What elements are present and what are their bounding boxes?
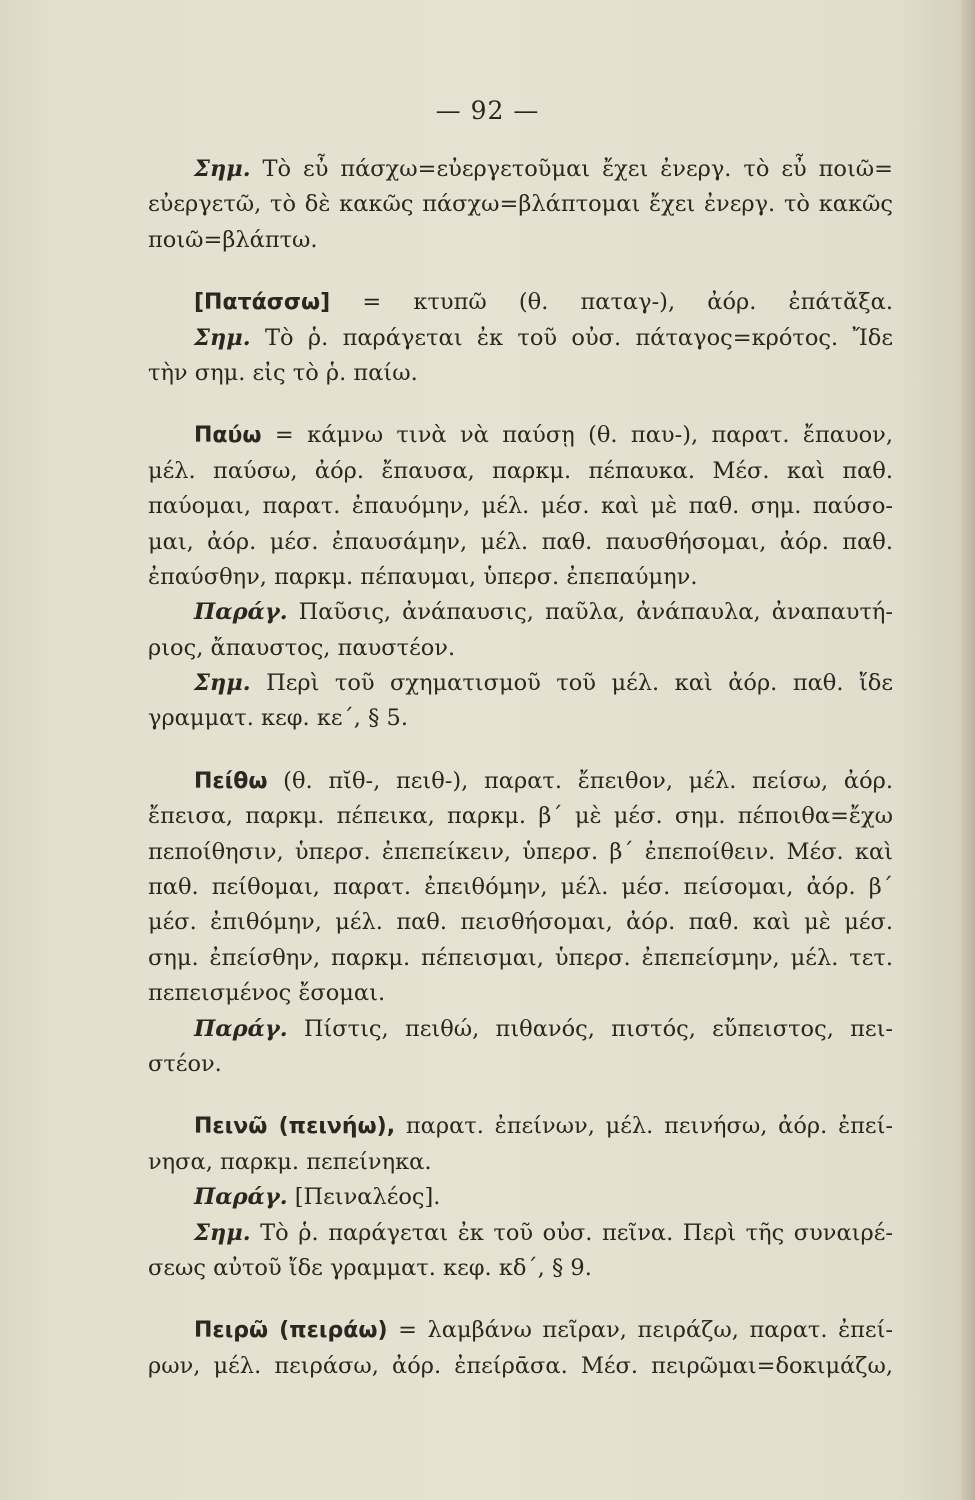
text-line: ἐπαύσθην, παρκμ. πέπαυμαι, ὑπερσ. ἐπεπαύμην. [148, 563, 698, 590]
text-line: τὴν σημ. εἰς τὸ ῥ. παίω. [148, 359, 418, 386]
text-line: ἔπεισα, παρκμ. πέπεικα, παρκμ. β΄ μὲ μέσ. σημ. πέποιθα=ἔχω [148, 803, 893, 830]
note-label: Σημ. [194, 1219, 251, 1246]
headword: Παύω [194, 423, 262, 449]
text-line: πεποίθησιν, ὑπερσ. ἐπεπείκειν, ὑπερσ. β΄ ἐπεποίθειν. Μέσ. καὶ [148, 838, 893, 865]
text-line: ριος, ἄπαυστος, παυστέον. [148, 634, 456, 661]
text-line: [Πατάσσω] = κτυπῶ (θ. παταγ-), ἀόρ. ἐπάτᾰξα. [194, 289, 893, 316]
derivatives-label: Παράγ. [194, 599, 288, 626]
entry-peiro [148, 1313, 893, 1384]
text-line: παύομαι, παρατ. ἐπαυόμην, μέλ. μέσ. καὶ μὲ παθ. σημ. παύσο- [148, 493, 893, 520]
derivatives-label: Παράγ. [194, 1015, 288, 1042]
text-line: ποιῶ=βλάπτω. [148, 226, 318, 253]
note-label: Σημ. [194, 670, 251, 697]
entry-peino [148, 1109, 893, 1286]
text-line: ρων, μέλ. πειράσω, ἀόρ. ἐπείρᾱσα. Μέσ. πειρῶμαι=δοκιμάζω, [148, 1352, 893, 1379]
text-line: στέον. [148, 1050, 222, 1077]
page-edge [961, 0, 975, 1500]
text-line: νησα, παρκμ. πεπείνηκα. [148, 1148, 432, 1175]
entry-patasso [148, 285, 893, 391]
text-line: Σημ. Τὸ ῥ. παράγεται ἐκ τοῦ οὐσ. πεῖνα. Περὶ τῆς συναιρέ- [194, 1219, 893, 1246]
text-line: σεως αὐτοῦ ἴδε γραμματ. κεφ. κδ΄, § 9. [148, 1254, 592, 1281]
entry-pauo [148, 418, 893, 737]
entry-note-eu-pascho [148, 152, 893, 258]
entry-peitho [148, 764, 893, 1083]
page-text [148, 152, 893, 1384]
text-line: Σημ. Τὸ εὖ πάσχω=εὐεργετοῦμαι ἔχει ἐνεργ. τὸ εὖ ποιῶ= [194, 156, 893, 182]
headword: Πεινῶ (πεινήω), [194, 1114, 396, 1140]
text-line: Πειρῶ (πειράω) = λαμβάνω πεῖραν, πειράζω, παρατ. ἐπεί- [194, 1317, 894, 1344]
headword: [Πατάσσω] [194, 290, 331, 316]
derivatives-label: Παράγ. [194, 1184, 288, 1211]
text-line: Πεινῶ (πεινήω), παρατ. ἐπείνων, μέλ. πεινήσω, ἀόρ. ἐπεί- [194, 1113, 894, 1140]
text-line: μαι, ἀόρ. μέσ. ἐπαυσάμην, μέλ. παθ. παυσθήσομαι, ἀόρ. παθ. [148, 528, 893, 555]
note-label: Σημ. [194, 324, 251, 351]
headword: Πείθω [194, 768, 268, 794]
text-line: Σημ. Τὸ ῥ. παράγεται ἐκ τοῦ οὐσ. πάταγος=κρότος. Ἴδε [194, 324, 893, 351]
text-line: εὐεργετῶ, τὸ δὲ κακῶς πάσχω=βλάπτομαι ἔχει ἐνεργ. τὸ κακῶς [148, 191, 893, 218]
text-line: Παράγ. Πίστις, πειθώ, πιθανός, πιστός, εὔπειστος, πει- [194, 1015, 894, 1042]
headword: Πειρῶ (πειράω) [194, 1318, 388, 1344]
text-line: πεπεισμένος ἔσομαι. [148, 980, 386, 1007]
text-line: Παύω = κάμνω τινὰ νὰ παύσῃ (θ. παυ-), παρατ. ἔπαυον, [194, 422, 893, 449]
text-line: Σημ. Περὶ τοῦ σχηματισμοῦ τοῦ μέλ. καὶ ἀόρ. παθ. ἴδε [194, 670, 894, 697]
text-line: μέσ. ἐπιθόμην, μέλ. παθ. πεισθήσομαι, ἀόρ. παθ. καὶ μὲ μέσ. [148, 909, 893, 936]
text-line: σημ. ἐπείσθην, παρκμ. πέπεισμαι, ὑπερσ. ἐπεπείσμην, μέλ. τετ. [148, 944, 893, 971]
note-label: Σημ. [194, 156, 251, 182]
text-line: Παράγ. Παῦσις, ἀνάπαυσις, παῦλα, ἀνάπαυλα, ἀναπαυτή- [194, 599, 893, 626]
text-line: γραμματ. κεφ. κε΄, § 5. [148, 705, 408, 732]
text-line: Πείθω (θ. πῐθ-, πειθ-), παρατ. ἔπειθον, μέλ. πείσω, ἀόρ. [194, 767, 893, 794]
text-line: παθ. πείθομαι, παρατ. ἐπειθόμην, μέλ. μέσ. πείσομαι, ἀόρ. β΄ [148, 874, 893, 901]
text-line: Παράγ. [Πειναλέος]. [194, 1184, 441, 1211]
text-line: μέλ. παύσω, ἀόρ. ἔπαυσα, παρκμ. πέπαυκα. Μέσ. καὶ παθ. [148, 457, 893, 484]
page-number: — 92 — [435, 96, 540, 125]
